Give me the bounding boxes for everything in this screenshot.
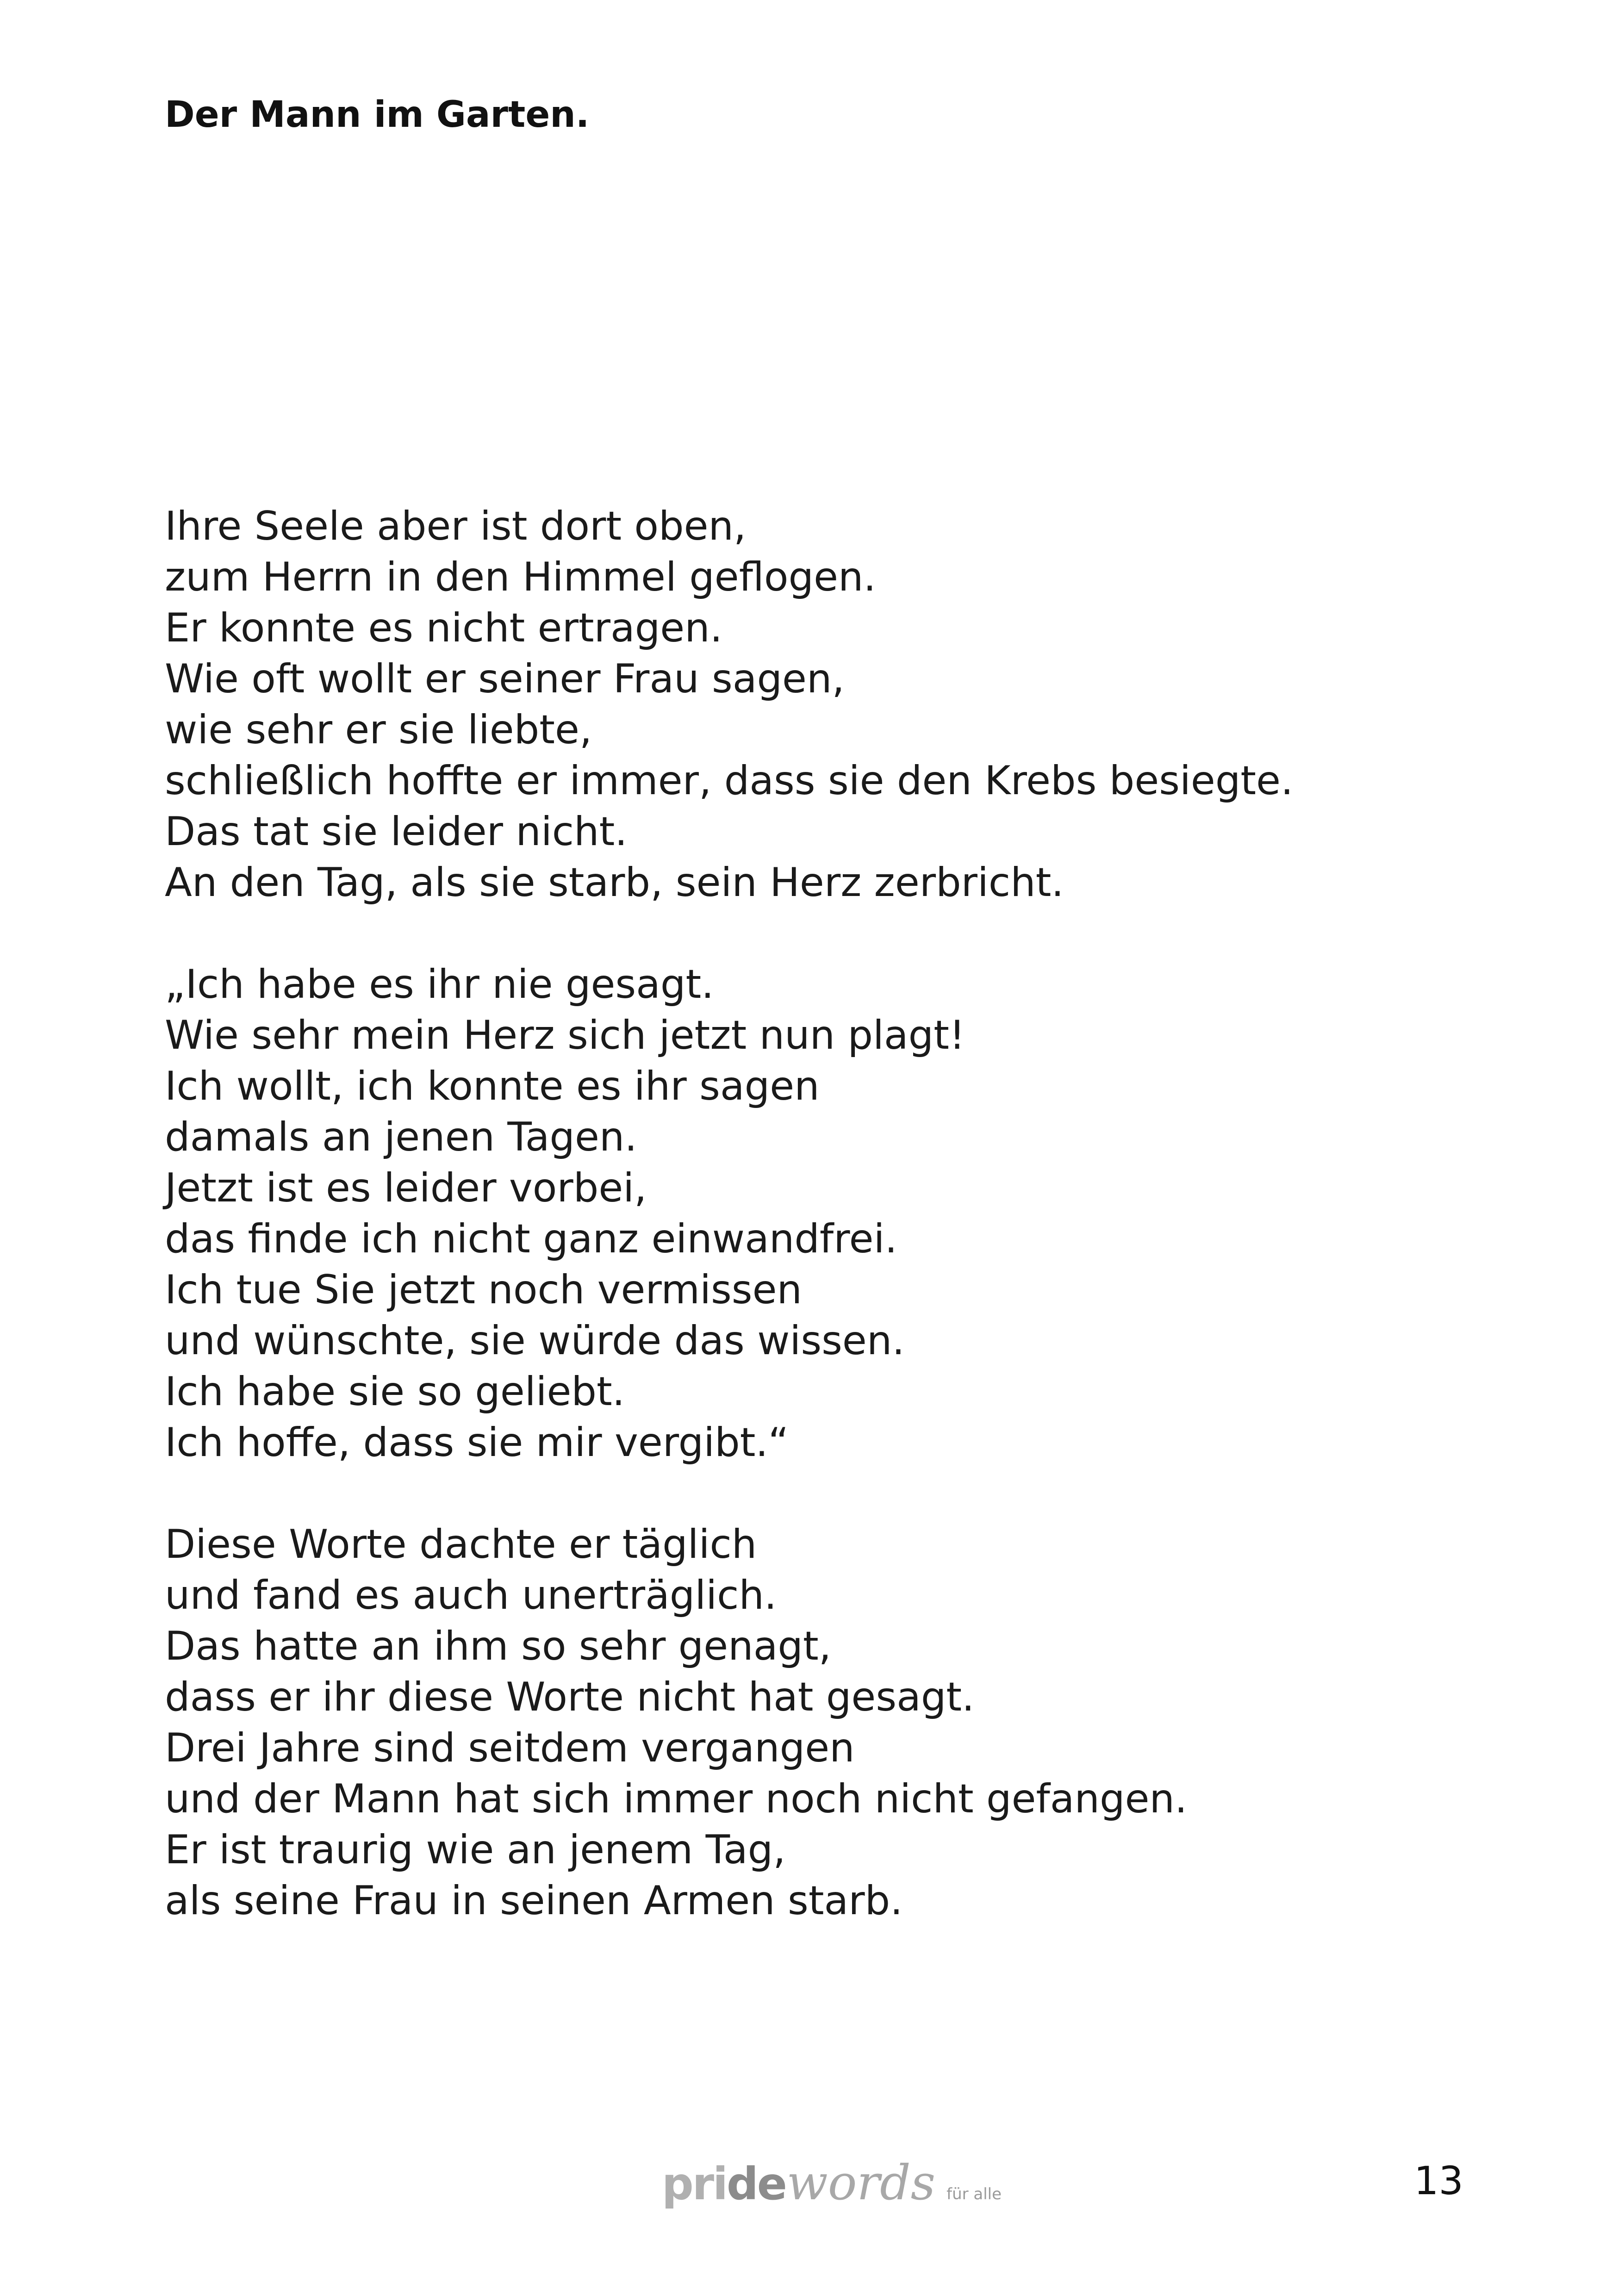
stanza-3 xyxy=(165,1519,1507,1926)
poem-line: Das hatte an ihm so sehr genagt, xyxy=(165,1623,832,1669)
poem-line: Drei Jahre sind seitdem vergangen xyxy=(165,1725,855,1771)
page-title: Der Mann im Garten. xyxy=(165,94,590,136)
stanza-1 xyxy=(165,501,1507,908)
poem-line: und fand es auch unerträglich. xyxy=(165,1572,777,1618)
poem-line: und wünschte, sie würde das wissen. xyxy=(165,1318,905,1364)
poem-line: Wie sehr mein Herz sich jetzt nun plagt! xyxy=(165,1012,965,1058)
stanza-2 xyxy=(165,959,1507,1468)
poem-line: Wie oft wollt er seiner Frau sagen, xyxy=(165,656,845,702)
pridewords-logo xyxy=(662,2154,1002,2215)
poem-line: Diese Worte dachte er täglich xyxy=(165,1521,757,1568)
poem-line: Jetzt ist es leider vorbei, xyxy=(165,1165,647,1211)
poem-line: dass er ihr diese Worte nicht hat gesagt. xyxy=(165,1674,975,1720)
poem-line: Er ist traurig wie an jenem Tag, xyxy=(165,1827,786,1873)
poem-line: Ich wollt, ich konnte es ihr sagen xyxy=(165,1063,820,1109)
poem-body xyxy=(165,501,1507,1926)
logo-pride-start: pri xyxy=(662,2158,727,2210)
page-number: 13 xyxy=(1414,2158,1463,2203)
poem-line: schließlich hoffte er immer, dass sie den Krebs besiegte. xyxy=(165,758,1294,804)
logo-tagline: für alle xyxy=(946,2185,1002,2203)
poem-line: Ich tue Sie jetzt noch vermissen xyxy=(165,1267,803,1313)
poem-line: „Ich habe es ihr nie gesagt. xyxy=(165,961,714,1008)
poem-line: damals an jenen Tagen. xyxy=(165,1114,637,1160)
poem-line: Er konnte es nicht ertragen. xyxy=(165,605,723,651)
logo-words-text: words xyxy=(786,2154,936,2211)
poem-line: wie sehr er sie liebte, xyxy=(165,707,592,753)
poem-line: An den Tag, als sie starb, sein Herz zerbricht. xyxy=(165,859,1064,906)
poem-line: das finde ich nicht ganz einwandfrei. xyxy=(165,1216,897,1262)
poem-line: als seine Frau in seinen Armen starb. xyxy=(165,1878,903,1924)
poem-line: zum Herrn in den Himmel geflogen. xyxy=(165,554,876,600)
poem-line: und der Mann hat sich immer noch nicht gefangen. xyxy=(165,1776,1188,1822)
poem-line: Das tat sie leider nicht. xyxy=(165,809,628,855)
logo-pride-end: de xyxy=(726,2158,786,2210)
logo-pride-text xyxy=(662,2158,786,2210)
poem-line: Ihre Seele aber ist dort oben, xyxy=(165,503,747,549)
poem-line: Ich habe sie so geliebt. xyxy=(165,1369,625,1415)
poem-line: Ich hoffe, dass sie mir vergibt.“ xyxy=(165,1419,789,1466)
